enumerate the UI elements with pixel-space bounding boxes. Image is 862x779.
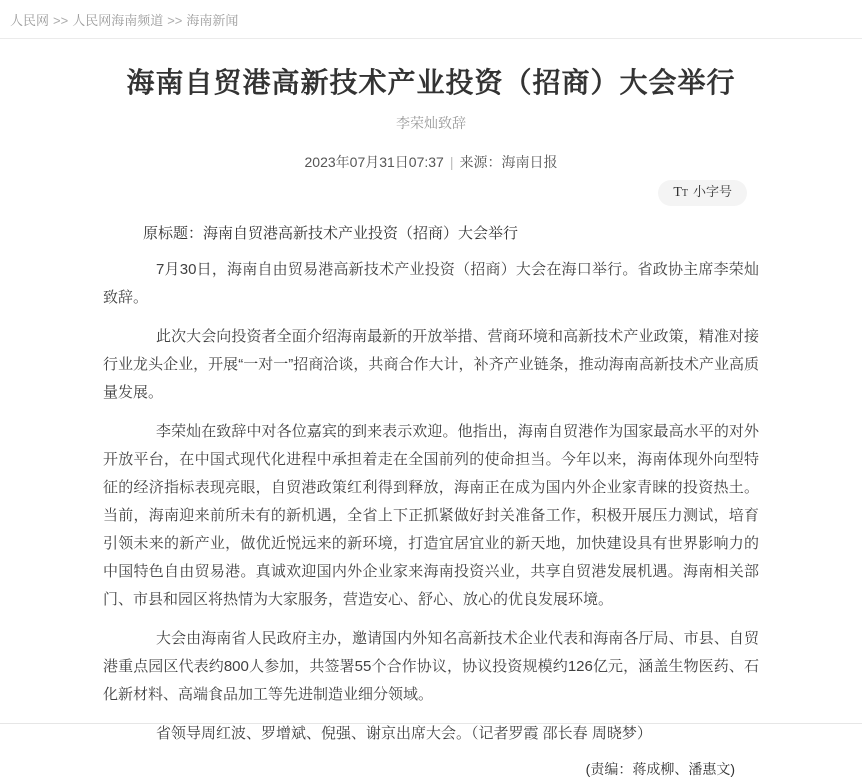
article-tools: [103, 180, 759, 206]
breadcrumb-item-hainan-news[interactable]: 海南新闻: [186, 13, 239, 28]
publish-date: 2023年07月31日07:37: [304, 154, 444, 170]
article-paragraph: 此次大会向投资者全面介绍海南最新的开放举措、营商环境和高新技术产业政策，精准对接行业龙头企业，开展“一对一”招商洽谈，共商合作大计，补齐产业链条，推动海南高新技术产业高质量发展。: [103, 328, 759, 401]
article-container: [103, 65, 759, 779]
font-size-icon: T: [673, 185, 682, 200]
article-paragraph: 李荣灿在致辞中对各位嘉宾的到来表示欢迎。他指出，海南自贸港作为国家最高水平的对外开放平台，在中国式现代化进程中承担着走在全国前列的使命担当。今年以来，海南体现外向型特征的经济指标表现亮眼，自贸港政策红利得到释放，海南正在成为国内外企业家青睐的投资热土。当前，海南迎来前所未有的新机遇，全省上下正抓紧做好封关准备工作，积极开展压力测试，培育引领未来的新产业，做优近悦远来的新环境，打造宜居宜业的新天地，加快建设具有世界影响力的中国特色自由贸易港。真诚欢迎国内外企业家来海南投资兴业，共享自贸港发展机遇。海南相关部门、市县和园区将热情为大家服务，营造安心、舒心、放心的优良发展环境。: [103, 423, 759, 608]
font-size-icon: T: [681, 188, 688, 199]
font-size-label: 小字号: [692, 184, 732, 199]
editor-credit: (责编：蒋成柳、潘惠文): [585, 761, 735, 777]
article-subtitle: 李荣灿致辞: [396, 115, 466, 131]
bottom-divider: [0, 723, 862, 724]
font-size-button[interactable]: [658, 180, 747, 206]
article-paragraph: 省领导周红波、罗增斌、倪强、谢京出席大会。（记者罗霞 邵长春 周晓梦）: [156, 725, 652, 742]
breadcrumb-separator: >>: [53, 13, 69, 28]
breadcrumb-item-hainan-channel[interactable]: 人民网海南频道: [72, 13, 164, 28]
breadcrumb: [0, 0, 862, 39]
meta-divider: |: [449, 154, 454, 170]
source-label: 来源：: [459, 154, 502, 170]
breadcrumb-separator: >>: [167, 13, 183, 28]
article-title: 海南自贸港高新技术产业投资（招商）大会举行: [126, 67, 736, 98]
original-title: 原标题：海南自贸港高新技术产业投资（招商）大会举行: [143, 225, 519, 242]
source-link[interactable]: 海南日报: [501, 154, 558, 170]
article-meta: [103, 152, 759, 172]
article-body: [103, 256, 759, 748]
article-paragraph: 7月30日，海南自由贸易港高新技术产业投资（招商）大会在海口举行。省政协主席李荣灿致辞。: [103, 261, 759, 306]
breadcrumb-item-people-net[interactable]: 人民网: [10, 13, 50, 28]
article-paragraph: 大会由海南省人民政府主办，邀请国内外知名高新技术企业代表和海南各厅局、市县、自贸港重点园区代表约800人参加，共签署55个合作协议，协议投资规模约126亿元，涵盖生物医药、石化新材料、高端食品加工等先进制造业细分领域。: [103, 630, 759, 703]
